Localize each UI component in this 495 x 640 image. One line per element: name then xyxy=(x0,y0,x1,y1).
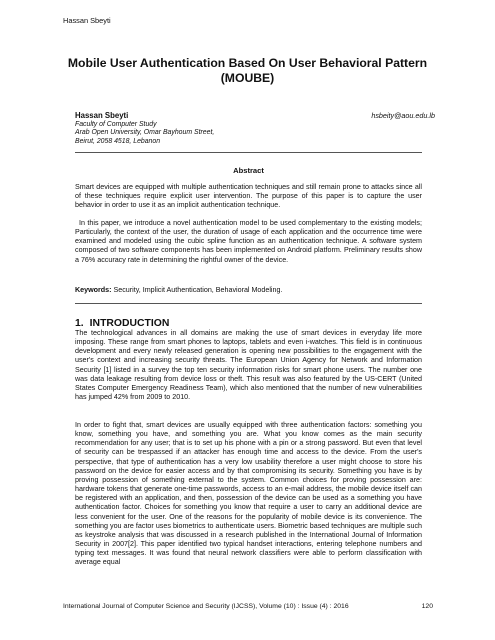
divider-bottom xyxy=(75,303,422,304)
page-number: 120 xyxy=(421,603,433,610)
page-footer xyxy=(63,603,433,610)
keywords-label: Keywords: xyxy=(75,286,112,294)
divider-top xyxy=(75,152,422,153)
intro-paragraph-2 xyxy=(75,421,422,568)
keywords-line xyxy=(75,286,422,295)
title-line-1: Mobile User Authentication Based On User Behavioral Pattern xyxy=(67,56,428,70)
section-title: INTRODUCTION xyxy=(89,318,170,329)
intro-text-2: In order to fight that, smart devices are usually equipped with three authentication factors: something you know, something you have, and something you are. What you know comes as the main security recommendation for any user; that is to set up his phone with a pin or a strong password. But even that level of security can be trespassed if an attacker has enough time and access to the device. From the user's perspective, that type of authentication has a very low usability therefore a user might choose to store his password on the device for easier access and by that compromising its security. Something you have is by proving possession of something external to the system. Common choices for proving possession are: hardware tokens that generate one-time passwords, access to an e-mail address, the mobile device itself can be registered with an application, and then, possession of the device can be used as a something you have authentication factor. Choices for something you know that require a user to carry an additional device are less convenient for the user. One of the reasons for the popularity of mobile device is its convenience. The something you are factor uses biometrics to authenticate users. Biometric based techniques are multiple such as keystroke analysis that was discussed in a research published in the International Journal of Information Security in 2007[2]. This paper identified two typical handset interactions, entering telephone numbers and typing text messages. It was found that neural network classifiers were able to perform classification with average equal xyxy=(75,421,422,567)
affiliation-line-2: Arab Open University, Omar Bayhoum Street, xyxy=(75,129,215,136)
intro-paragraph-1 xyxy=(75,329,422,402)
abstract-text-1: Smart devices are equipped with multiple authentication techniques and still remain prone to attacks since all of these techniques require explicit user intervention. The purpose of this paper is to capture the user behavior in order to use it as an implicit authentication technique. xyxy=(75,183,422,210)
affiliation-line-1: Faculty of Computer Study xyxy=(75,120,157,128)
abstract-paragraph-1 xyxy=(75,183,422,210)
footer-journal: International Journal of Computer Science and Security (IJCSS), Volume (10) : Issue (4) : 2016 xyxy=(63,603,349,610)
abstract-heading: Abstract xyxy=(233,166,264,175)
section-heading xyxy=(75,318,169,329)
abstract-paragraph-2 xyxy=(75,219,422,265)
paper-title xyxy=(60,56,435,86)
author-name: Hassan Sbeyti xyxy=(75,111,129,120)
affiliation-line-3: Beirut, 2058 4518, Lebanon xyxy=(75,137,161,145)
intro-text-1: The technological advances in all domains are making the use of smart devices in everyday life more imposing. These range from smart phones to laptops, tablets and even i-watches. This field is in continuous development and every newly released generation is opening new possibilities to the engagement with the user's context and increasing security threats. The European Union Agency for Network and Information Security [1] listed in a survey the top ten security information risks for smart phone users. The number one was data leakage resulting from device loss or theft. This result was also featured by the US-CERT (United States Computer Emergency Readiness Team), which also mentioned that the number of new vulnerabilities has jumped 42% from 2009 to 2010. xyxy=(75,329,422,402)
abstract-text-2: In this paper, we introduce a novel authentication model to be used complementary to the existing models; Particularly, the context of the user, the duration of usage of each application and the occurrence time were examined and modeled using the cubic spline function as an authentication technique. A software system composed of two software components has been implemented on Android platform. Preliminary results show a 76% accuracy rate in determining the rightful owner of the device. xyxy=(75,219,422,264)
keywords-text: Security, Implicit Authentication, Behavioral Modeling. xyxy=(113,286,283,294)
title-line-2: (MOUBE) xyxy=(220,71,275,85)
section-number: 1. xyxy=(75,318,84,329)
running-header: Hassan Sbeyti xyxy=(63,16,111,25)
author-email[interactable]: hsbeity@aou.edu.lb xyxy=(371,111,435,120)
